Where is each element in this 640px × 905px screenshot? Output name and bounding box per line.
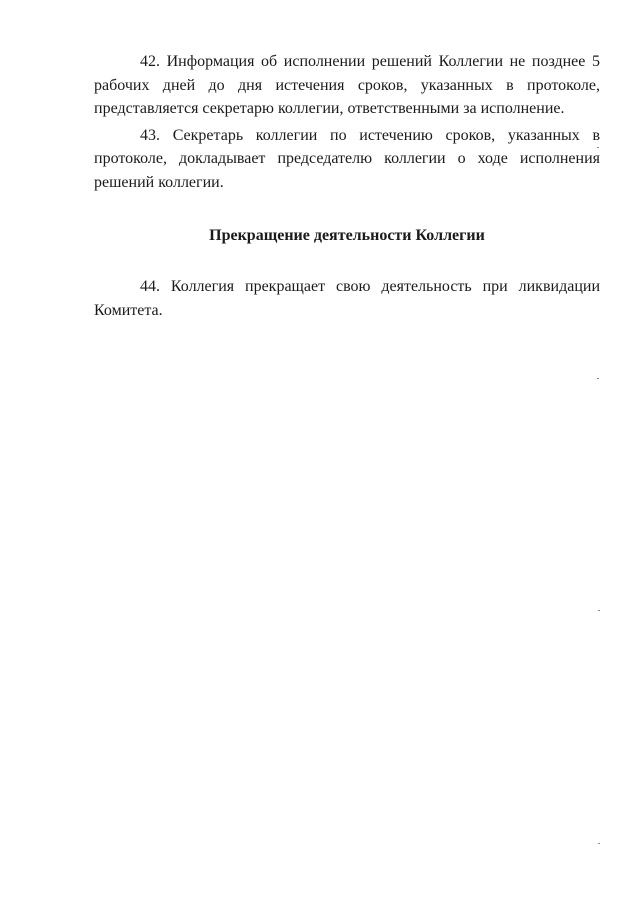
scan-speck [597, 147, 599, 148]
scan-speck [597, 378, 599, 379]
scan-speck [598, 610, 600, 611]
document-body [94, 50, 600, 325]
paragraph-42: 42. Информация об исполнении решений Коллегии не позднее 5 рабочих дней до дня истечения сроков, указанных в протоколе, представляется секретарю коллегии, ответственными за исполнение. [94, 53, 600, 117]
paragraph-43: 43. Секретарь коллегии по истечению сроков, указанных в протоколе, докладывает председателю коллегии о ходе исполнения решений коллегии. [94, 126, 600, 191]
section-heading: Прекращение деятельности Коллегии [209, 227, 485, 244]
scan-speck [598, 843, 600, 844]
paragraph-44: 44. Коллегия прекращает свою деятельность при ликвидации Комитета. [94, 278, 600, 319]
